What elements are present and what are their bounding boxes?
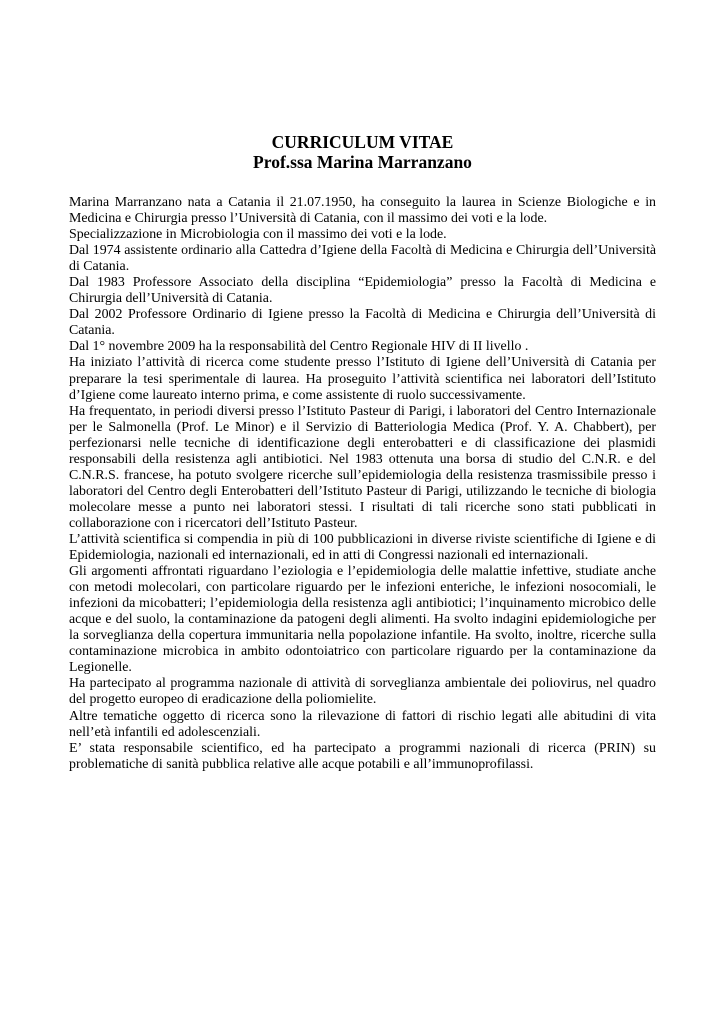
paragraph-specialization: Specializzazione in Microbiologia con il massimo dei voti e la lode. (69, 227, 447, 243)
paragraph-1974: Dal 1974 assistente ordinario alla Cattedra d’Igiene della Facoltà di Medicina e Chirurgia dell’Università di Catania. (69, 243, 656, 275)
document-title: CURRICULUM VITAE (271, 132, 454, 152)
paragraph-publications: L’attività scientifica si compendia in più di 100 pubblicazioni in diverse riviste scientifiche di Igiene e di Epidemiologia, nazionali ed internazionali, ed in atti di Congressi nazionali ed internazionali. (69, 531, 656, 564)
paragraph-prin: E’ stata responsabile scientifico, ed ha partecipato a programmi nazionali di ricerca (PRIN) su problematiche di sanità pubblica relative alle acque potabili e all’immunoprofilassi. (69, 740, 656, 772)
paragraph-education: Marina Marranzano nata a Catania il 21.07.1950, ha conseguito la laurea in Scienze Biologiche e in Medicina e Chirurgia presso l’Università di Catania, con il massimo dei voti e la lode. (69, 195, 656, 227)
paragraph-other-topics: Altre tematiche oggetto di ricerca sono la rilevazione di fattori di rischio legati alle abitudini di vita nell’età infantili ed adolescenziali. (69, 708, 656, 740)
document-subtitle: Prof.ssa Marina Marranzano (253, 152, 472, 172)
paragraph-topics: Gli argomenti affrontati riguardano l’eziologia e l’epidemiologia delle malattie infettive, studiate anche con metodi molecolari, con particolare riguardo per le infezioni enteriche, le infezioni nosocomiali, le infezioni da micobatteri; l’epidemiologia della resistenza agli antibiotici; l’inquinamento microbico delle acque e del suolo, la contaminazione da patogeni degli alimenti. Ha svolto indagini epidemiologiche per la sorveglianza della copertura immunitaria nella popolazione infantile. Ha svolto, inoltre, ricerche sulla contaminazione microbica in ambito odontoiatrico con particolare riguardo per la contaminazione da Legionelle. (69, 564, 656, 676)
paragraph-research-start: Ha iniziato l’attività di ricerca come studente presso l’Istituto di Igiene dell’Università di Catania per preparare la tesi sperimentale di laurea. Ha proseguito l’attività scientifica nei laboratori dell’Istituto d’Igiene come laureato interno prima, e come assistente di ruolo successivamente. (69, 355, 656, 403)
paragraph-poliovirus: Ha partecipato al programma nazionale di attività di sorveglianza ambientale dei poliovirus, nel quadro del progetto europeo di eradicazione della poliomielite. (69, 676, 656, 708)
paragraph-2009: Dal 1° novembre 2009 ha la responsabilità del Centro Regionale HIV di II livello . (69, 339, 529, 355)
paragraph-1983: Dal 1983 Professore Associato della disciplina “Epidemiologia” presso la Facoltà di Medicina e Chirurgia dell’Università di Catania. (69, 275, 656, 307)
paragraph-pasteur: Ha frequentato, in periodi diversi presso l’Istituto Pasteur di Parigi, i laboratori del Centro Internazionale per le Salmonella (Prof. Le Minor) e il Servizio di Batteriologia Medica (Prof. Y. A. Chabbert), per perfezionarsi nelle tecniche di identificazione degli enterobatteri e di classificazione dei plasmidi responsabili della resistenza agli antibiotici. Nel 1983 ottenuta una borsa di studio del C.N.R. e del C.N.R.S. francese, ha potuto svolgere ricerche sull’epidemiologia della resistenza trasmissibile presso i laboratori del Centro degli Enterobatteri dell’Istituto Pasteur di Parigi, utilizzando le tecniche di biologia molecolare messe a punto nei laboratori stessi. I risultati di tali ricerche sono stati pubblicati in collaborazione con i ricercatori dell’Istituto Pasteur. (69, 403, 656, 531)
paragraph-2002: Dal 2002 Professore Ordinario di Igiene presso la Facoltà di Medicina e Chirurgia dell’Università di Catania. (69, 307, 656, 339)
document-heading (0, 132, 725, 172)
document-body (69, 195, 656, 773)
